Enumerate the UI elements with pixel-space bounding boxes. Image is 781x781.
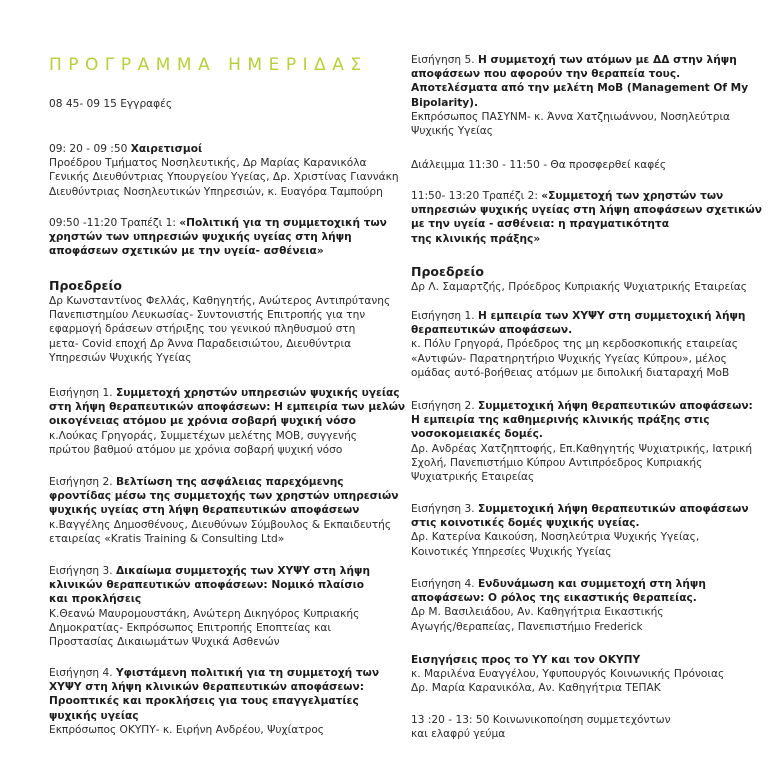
talk-r1: Εισήγηση 1. Η εμπειρία των ΧΥΨΥ στη συμμετοχική λήψη θεραπευτικών αποφάσεων. κ. Πόλυ Γρηγορά, Πρόεδρος της μη κερδοσκοπικής εταιρείας «Αντιφών- Παρατηρητήριο Ψυχικής Υγείας Κύπρου», μέλος ομάδας αυτό-βοήθειας ατόμων με διπολική διαταραχή MoB: [411, 310, 746, 379]
presidium-heading: Προεδρείο: [49, 278, 122, 293]
welcome-section: 09: 20 - 09 :50 Χαιρετισμοί Προέδρου Τμήματος Νοσηλευτικής, Δρ Μαρίας Καρανικόλα Γενικής Διευθύντριας Υπουργείου Υγείας, Δρ. Χριστίνας Γιαννάκη Διευθύντριας Νοσηλευτικών Υπηρεσιών, κ. Ευαγόρα Ταμπούρη: [49, 143, 399, 198]
closing: 13 :20 - 13: 50 Κοινωνικοποίηση συμμετεχόντων και ελαφρύ γεύμα: [411, 714, 671, 741]
talk-2: Εισήγηση 2. Βελτίωση της ασφάλειας παρεχόμενης φροντίδας μέσω της συμμετοχής των χρηστών υπηρεσιών ψυχικής υγείας στη λήψη θεραπευτικών αποφάσεων κ.Βαγγέλης Δημοσθένους, Διευθύνων Σύμβουλος & Εκπαιδευτής εταιρείας «Kratis Training & Consulting Ltd»: [49, 476, 399, 545]
presidium-2: Προεδρείο Δρ Λ. Σαμαρτζής, Πρόεδρος Κυπριακής Ψυχιατρικής Εταιρείας: [411, 264, 751, 294]
talk-1: Εισήγηση 1. Συμμετοχή χρηστών υπηρεσιών ψυχικής υγείας στη λήψη θεραπευτικών αποφάσεων: Η εμπειρία των μελών οικογένειας ατόμου με χρόνια σοβαρή ψυχική νόσο κ.Λούκας Γρηγοράς, Συμμετέχων μελέτης MOB, συγγενής πρώτου βαθμού ατόμου με χρόνια σοβαρή ψυχική νόσο: [49, 387, 406, 456]
presidium-heading: Προεδρείο: [411, 264, 484, 279]
table-1-heading: 09:50 -11:20 Τραπέζι 1: «Πολιτική για τη συμμετοχική των χρηστών των υπηρεσιών ψυχικής υγείας στη λήψη αποφάσεων σχετικών με την υγεία- ασθένεια»: [49, 217, 387, 258]
talk-4: Εισήγηση 4. Υφιστάμενη πολιτική για τη συμμετοχή των ΧΥΨΥ στη λήψη κλινικών θεραπευτικών αποφάσεων: Προοπτικές και προκλήσεις για τους επαγγελματίες ψυχικής υγείας Εκπρόσωπος ΟΚΥΠΥ- κ. Ειρήνη Ανδρέου, Ψυχίατρος: [49, 667, 380, 736]
table-2-heading: 11:50- 13:20 Τραπέζι 2: «Συμμετοχή των χρηστών των υπηρεσιών ψυχικής υγείας στη λήψη αποφάσεων σχετικών με την υγεία - ασθένεια: η πραγματικότητα της κλινικής πράξης»: [411, 190, 762, 245]
talk-r2: Εισήγηση 2. Συμμετοχική λήψη θεραπευτικών αποφάσεων: Η εμπειρία της καθημερινής κλινικής πράξης στις νοσοκομειακές δομές. Δρ. Ανδρέας Χατζηπτοφής, Επ.Καθηγητής Ψυχιατρικής, Ιατρική Σχολή, Πανεπιστήμιο Κύπρου Αντιπρόεδρος Κυπριακής Ψυχιατρικής Εταιρείας: [411, 400, 753, 484]
talk-5: Εισήγηση 5. Η συμμετοχή των ατόμων με ΔΔ στην λήψη αποφάσεων που αφορούν την θεραπεία τους. Αποτελέσματα από την μελέτη MoB (Management Of My Bipolarity). Εκπρόσωπος ΠΑΣΥΝΜ- κ. Άννα Χατζηιωάννου, Νοσηλεύτρια Ψυχικής Υγείας: [411, 54, 749, 138]
welcome-heading: Χαιρετισμοί: [130, 143, 203, 155]
proposals-heading: Εισηγήσεις προς το ΥΥ και τον ΟΚΥΠΥ: [411, 654, 641, 666]
coffee-break: Διάλειμμα 11:30 - 11:50 - Θα προσφερθεί καφές: [411, 159, 667, 171]
talk-r3: Εισήγηση 3. Συμμετοχική λήψη θεραπευτικών αποφάσεων στις κοινοτικές δομές ψυχικής υγείας. Δρ. Κατερίνα Καικούση, Νοσηλεύτρια Ψυχικής Υγείας, Κοινοτικές Υπηρεσίες Ψυχικής Υγείας: [411, 503, 749, 558]
page-title: ΠΡΟΓΡΑΜΜΑ ΗΜΕΡΙΔΑΣ: [49, 55, 368, 75]
talk-r4: Εισήγηση 4. Ενδυνάμωση και συμμετοχή στη λήψη αποφάσεων: Ο ρόλος της εικαστικής θεραπείας. Δρ Μ. Βασιλειάδου, Αν. Καθηγήτρια Εικαστικής Αγωγής/θεραπείας, Πανεπιστήμιο Frederick: [411, 578, 706, 633]
talk-3: Εισήγηση 3. Δικαίωμα συμμετοχής των ΧΥΨΥ στη λήψη κλινικών θεραπευτικών αποφάσεων: Νομικό πλαίσιο και προκλήσεις Κ.Θεανώ Μαυρομουστάκη, Ανώτερη Δικηγόρος Κυπριακής Δημοκρατίας- Εκπρόσωπος Επιτροπής Εποπτείας και Προστασίας Δικαιωμάτων Ψυχικά Ασθενών: [49, 565, 370, 649]
welcome-time: 09: 20 - 09 :50: [49, 143, 131, 155]
presidium-1: Προεδρείο Δρ Κωνσταντίνος Φελλάς, Καθηγητής, Ανώτερος Αντιπρύτανης Πανεπιστημίου Λευκωσίας- Συντονιστής Επιτροπής για την εφαρμογή δράσεων στήριξης του γενικού πληθυσμού στη μετα- Covid εποχή Δρ Άννα Παραδεισιώτου, Διευθύντρια Υπηρεσιών Ψυχικής Υγείας: [49, 278, 401, 365]
proposals: Εισηγήσεις προς το ΥΥ και τον ΟΚΥΠΥ κ. Μαριλένα Ευαγγέλου, Υφυπουργός Κοινωνικής Πρόνοιας Δρ. Μαρία Καρανικόλα, Αν. Καθηγήτρια ΤΕΠΑΚ: [411, 653, 751, 696]
registration: 08 45- 09 15 Εγγραφές: [49, 98, 173, 110]
